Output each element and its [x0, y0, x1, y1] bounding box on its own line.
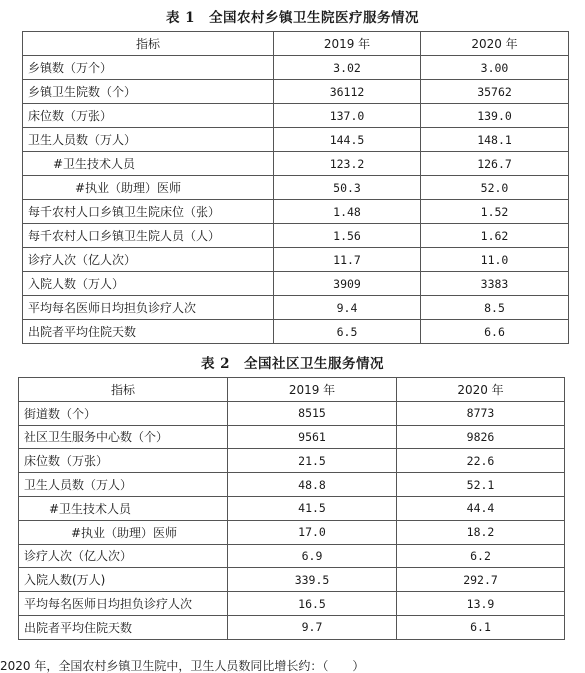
- table-row: [23, 104, 569, 128]
- table-row: [23, 296, 569, 320]
- table-row: [19, 449, 565, 473]
- value-2020: 8.5: [421, 296, 569, 320]
- question-text: 2020 年，全国农村乡镇卫生院中，卫生人员数同比增长约：（ ）: [0, 659, 365, 673]
- value-2019: 41.5: [228, 496, 397, 520]
- table-row: [19, 496, 565, 520]
- table-row: [23, 128, 569, 152]
- value-2020: 126.7: [421, 152, 569, 176]
- value-2020: 11.0: [421, 248, 569, 272]
- row-label: 诊疗人次（亿人次）: [19, 544, 228, 568]
- row-label: 平均每名医师日均担负诊疗人次: [23, 296, 274, 320]
- header-2020: 2020 年: [421, 32, 569, 56]
- value-2019: 9561: [228, 425, 397, 449]
- row-label: 入院人数（万人）: [23, 272, 274, 296]
- row-label: 街道数（个）: [19, 401, 228, 425]
- value-2020: 22.6: [397, 449, 565, 473]
- value-2019: 1.48: [274, 200, 421, 224]
- row-label: #卫生技术人员: [19, 496, 228, 520]
- value-2020: 35762: [421, 80, 569, 104]
- table1: [22, 31, 569, 344]
- value-2019: 50.3: [274, 176, 421, 200]
- table-row: [23, 248, 569, 272]
- value-2020: 18.2: [397, 520, 565, 544]
- value-2019: 21.5: [228, 449, 397, 473]
- value-2020: 1.62: [421, 224, 569, 248]
- table-row: [23, 152, 569, 176]
- value-2019: 137.0: [274, 104, 421, 128]
- value-2020: 292.7: [397, 568, 565, 592]
- table-row: [19, 520, 565, 544]
- value-2020: 1.52: [421, 200, 569, 224]
- table-row: [23, 224, 569, 248]
- row-label: #卫生技术人员: [23, 152, 274, 176]
- value-2019: 339.5: [228, 568, 397, 592]
- value-2020: 3.00: [421, 56, 569, 80]
- table-row: [19, 544, 565, 568]
- value-2019: 144.5: [274, 128, 421, 152]
- value-2019: 17.0: [228, 520, 397, 544]
- row-label: 平均每名医师日均担负诊疗人次: [19, 592, 228, 616]
- table-row: [23, 56, 569, 80]
- value-2020: 13.9: [397, 592, 565, 616]
- value-2020: 9826: [397, 425, 565, 449]
- value-2019: 6.9: [228, 544, 397, 568]
- row-label: 床位数（万张）: [19, 449, 228, 473]
- row-label: 社区卫生服务中心数（个）: [19, 425, 228, 449]
- header-indicator: 指标: [19, 378, 228, 402]
- value-2019: 123.2: [274, 152, 421, 176]
- header-2019: 2019 年: [228, 378, 397, 402]
- value-2020: 6.6: [421, 320, 569, 344]
- row-label: 卫生人员数（万人）: [23, 128, 274, 152]
- value-2020: 6.2: [397, 544, 565, 568]
- value-2019: 3909: [274, 272, 421, 296]
- header-indicator: 指标: [23, 32, 274, 56]
- row-label: 乡镇数（万个）: [23, 56, 274, 80]
- value-2020: 52.1: [397, 473, 565, 497]
- header-2019: 2019 年: [274, 32, 421, 56]
- value-2019: 1.56: [274, 224, 421, 248]
- table2-caption: 表 2 全国社区卫生服务情况: [200, 356, 385, 372]
- header-2020: 2020 年: [397, 378, 565, 402]
- table-row: [19, 615, 565, 639]
- table-header-row: [23, 32, 569, 56]
- value-2019: 9.4: [274, 296, 421, 320]
- value-2020: 3383: [421, 272, 569, 296]
- value-2020: 52.0: [421, 176, 569, 200]
- row-label: 每千农村人口乡镇卫生院人员（人）: [23, 224, 274, 248]
- row-label: 入院人数(万人): [19, 568, 228, 592]
- table-header-row: [19, 378, 565, 402]
- row-label: 出院者平均住院天数: [23, 320, 274, 344]
- value-2019: 3.02: [274, 56, 421, 80]
- row-label: 床位数（万张）: [23, 104, 274, 128]
- value-2019: 9.7: [228, 615, 397, 639]
- value-2019: 11.7: [274, 248, 421, 272]
- value-2019: 36112: [274, 80, 421, 104]
- value-2019: 8515: [228, 401, 397, 425]
- table1-caption: 表 1 全国农村乡镇卫生院医疗服务情况: [165, 10, 420, 26]
- row-label: 诊疗人次（亿人次）: [23, 248, 274, 272]
- row-label: 乡镇卫生院数（个）: [23, 80, 274, 104]
- row-label: #执业（助理）医师: [23, 176, 274, 200]
- row-label: #执业（助理）医师: [19, 520, 228, 544]
- table-row: [19, 401, 565, 425]
- value-2020: 148.1: [421, 128, 569, 152]
- value-2020: 8773: [397, 401, 565, 425]
- row-label: 每千农村人口乡镇卫生院床位（张）: [23, 200, 274, 224]
- value-2019: 48.8: [228, 473, 397, 497]
- value-2020: 6.1: [397, 615, 565, 639]
- value-2020: 44.4: [397, 496, 565, 520]
- table-row: [23, 176, 569, 200]
- table-row: [19, 568, 565, 592]
- table-row: [23, 320, 569, 344]
- value-2020: 139.0: [421, 104, 569, 128]
- row-label: 出院者平均住院天数: [19, 615, 228, 639]
- table2: [18, 377, 565, 640]
- table-row: [23, 80, 569, 104]
- table-row: [23, 272, 569, 296]
- table-row: [19, 425, 565, 449]
- table-row: [23, 200, 569, 224]
- row-label: 卫生人员数（万人）: [19, 473, 228, 497]
- value-2019: 16.5: [228, 592, 397, 616]
- table-row: [19, 473, 565, 497]
- table-row: [19, 592, 565, 616]
- value-2019: 6.5: [274, 320, 421, 344]
